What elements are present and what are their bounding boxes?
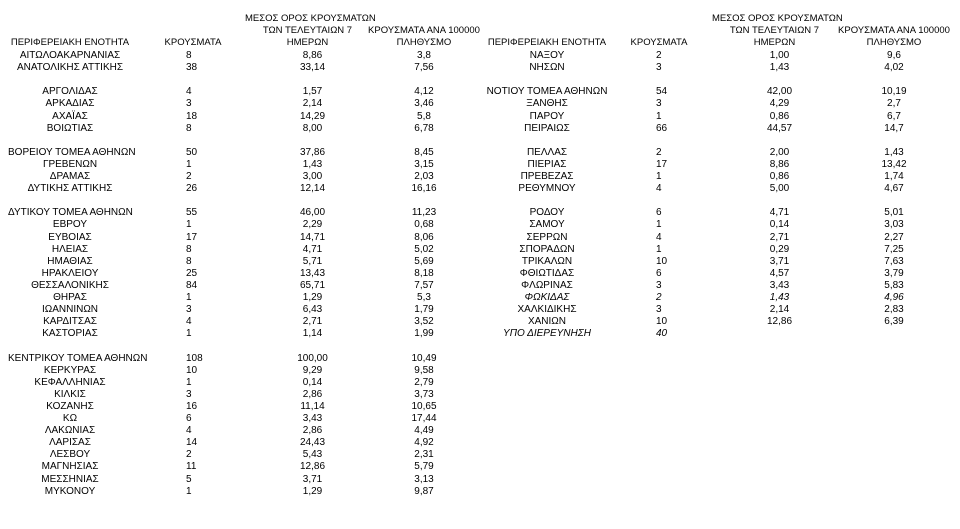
region-name: ΝΗΣΩΝ (529, 62, 565, 74)
per100k-value: 6,7 (887, 110, 901, 122)
region-name: ΒΟΙΩΤΙΑΣ (46, 122, 94, 134)
region-name: ΠΕΙΡΑΙΩΣ (524, 122, 570, 134)
avg-value: 1,43 (769, 292, 790, 303)
header-per100k-line1: ΚΡΟΥΣΜΑΤΑ ΑΝΑ 100000 (838, 25, 950, 36)
per100k-value: 1,74 (884, 171, 904, 182)
region-name: ΘΗΡΑΣ (53, 292, 87, 303)
avg-value: 4,29 (769, 98, 790, 110)
per100k-value: 9,58 (414, 364, 434, 376)
region-name: ΛΑΚΩΝΙΑΣ (44, 425, 96, 437)
per100k-value: 7,63 (884, 255, 904, 267)
region-name: ΞΑΝΘΗΣ (526, 98, 568, 110)
region-name: ΗΛΕΙΑΣ (51, 243, 89, 255)
cases-value: 1 (186, 219, 192, 231)
avg-value: 8,86 (302, 50, 323, 61)
cases-value: 3 (186, 304, 192, 316)
cases-value: 14 (186, 437, 198, 449)
per100k-value: 5,02 (414, 243, 434, 255)
per100k-value: 17,44 (411, 413, 437, 424)
cases-value: 1 (186, 376, 192, 388)
region-name: ΧΑΛΚΙΔΙΚΗΣ (517, 304, 577, 316)
cases-value: 50 (186, 146, 198, 158)
avg-value: 2,14 (769, 304, 790, 316)
region-name: ΑΧΑΪΑΣ (52, 110, 88, 122)
per100k-value: 8,45 (414, 146, 434, 158)
avg-value: 3,71 (769, 255, 790, 267)
avg-value: 3,43 (769, 279, 790, 291)
cases-value: 1 (186, 328, 192, 340)
region-name: ΗΜΑΘΙΑΣ (47, 255, 93, 267)
avg-value: 2,14 (302, 98, 323, 110)
per100k-value: 10,19 (881, 86, 907, 98)
avg-value: 5,00 (769, 183, 790, 195)
avg-value: 1,43 (302, 158, 323, 170)
cases-value: 8 (186, 255, 192, 267)
avg-value: 2,71 (302, 316, 323, 328)
region-name: ΥΠΟ ΔΙΕΡΕΥΝΗΣΗ (503, 328, 591, 340)
avg-value: 4,57 (769, 267, 790, 279)
region-name: ΤΡΙΚΑΛΩΝ (521, 255, 573, 267)
header-region-left (8, 37, 132, 49)
region-name: ΘΕΣΣΑΛΟΝΙΚΗΣ (31, 279, 109, 291)
header-cases-text: ΚΡΟΥΣΜΑΤΑ (164, 37, 222, 48)
cases-value: 66 (656, 122, 668, 134)
cases-value: 11 (186, 461, 197, 473)
per100k-value: 2,03 (414, 171, 434, 182)
avg-value: 3,71 (302, 473, 323, 485)
per100k-value: 5,83 (884, 279, 904, 291)
per100k-value: 4,96 (884, 292, 904, 303)
per100k-value: 0,68 (414, 219, 434, 231)
avg-value: 14,29 (299, 110, 326, 122)
avg-value: 8,00 (302, 122, 323, 134)
cases-value: 10 (656, 316, 668, 328)
avg-value: 1,43 (769, 62, 790, 74)
cases-value: 54 (656, 86, 668, 98)
avg-value: 14,71 (299, 231, 326, 243)
header-avg-line3: ΗΜΕΡΩΝ (753, 37, 796, 48)
per100k-value: 7,57 (414, 279, 434, 291)
per100k-value: 16,16 (411, 183, 437, 195)
per100k-value: 10,49 (411, 352, 437, 364)
header-per100k-left (364, 25, 484, 49)
avg-value: 37,86 (299, 146, 326, 158)
region-name: ΔΥΤΙΚΟΥ ΤΟΜΕΑ ΑΘΗΝΩΝ (8, 207, 133, 219)
region-name: ΑΙΤΩΛΟΑΚΑΡΝΑΝΙΑΣ (19, 50, 121, 61)
header-avg-left (245, 13, 376, 49)
header-avg-line1: ΜΕΣΟΣ ΟΡΟΣ ΚΡΟΥΣΜΑΤΩΝ (712, 13, 843, 24)
cases-value: 108 (186, 352, 203, 364)
avg-value: 12,14 (299, 183, 326, 195)
per100k-value: 9,87 (414, 485, 434, 497)
cases-value: 1 (656, 243, 662, 255)
cases-value: 6 (656, 207, 662, 219)
region-name: ΔΥΤΙΚΗΣ ΑΤΤΙΚΗΣ (27, 183, 113, 195)
cases-value: 2 (656, 50, 662, 61)
per100k-value: 9,6 (887, 50, 901, 61)
avg-value: 2,86 (302, 388, 323, 400)
per100k-value: 3,79 (884, 267, 904, 279)
avg-value: 1,57 (302, 86, 323, 98)
per100k-value: 3,46 (414, 98, 434, 110)
region-name: ΙΩΑΝΝΙΝΩΝ (41, 304, 99, 316)
avg-value: 65,71 (299, 279, 326, 291)
header-per100k-right (834, 25, 954, 49)
header-per100k-line2: ΠΛΗΘΥΣΜΟ (866, 37, 922, 48)
per100k-value: 8,18 (414, 267, 434, 279)
region-name: ΦΘΙΩΤΙΔΑΣ (519, 267, 575, 279)
cases-value: 1 (186, 292, 192, 303)
per100k-value: 2,31 (414, 449, 434, 461)
avg-value: 0,86 (769, 171, 790, 182)
avg-value: 0,14 (302, 376, 323, 388)
cases-value: 3 (656, 279, 662, 291)
region-name: ΝΟΤΙΟΥ ΤΟΜΕΑ ΑΘΗΝΩΝ (486, 86, 608, 98)
avg-value: 5,71 (302, 255, 323, 267)
avg-value: 4,71 (769, 207, 790, 219)
per100k-value: 3,03 (884, 219, 904, 231)
region-name: ΛΑΡΙΣΑΣ (49, 437, 91, 449)
per100k-value: 7,25 (884, 243, 904, 255)
avg-value: 24,43 (299, 437, 326, 449)
per100k-value: 3,8 (417, 50, 431, 61)
per100k-value: 4,12 (414, 86, 434, 98)
per100k-value: 4,02 (884, 62, 904, 74)
region-name: ΕΒΡΟΥ (52, 219, 88, 231)
cases-value: 3 (186, 388, 192, 400)
region-name: ΑΝΑΤΟΛΙΚΗΣ ΑΤΤΙΚΗΣ (16, 62, 124, 74)
header-avg-line2: ΤΩΝ ΤΕΛΕΥΤΑΙΩΝ 7 (729, 25, 820, 36)
region-name: ΚΕΦΑΛΛΗΝΙΑΣ (34, 376, 106, 388)
per100k-value: 6,39 (884, 316, 904, 328)
cases-value: 17 (656, 158, 668, 170)
region-name: ΛΕΣΒΟΥ (49, 449, 91, 461)
header-region-right (485, 37, 609, 49)
per100k-value: 4,67 (884, 183, 904, 195)
cases-value: 1 (656, 171, 662, 182)
cases-value: 1 (656, 219, 662, 231)
cases-value: 40 (656, 328, 668, 340)
region-name: ΚΩ (62, 413, 78, 424)
avg-value: 6,43 (302, 304, 323, 316)
avg-value: 5,43 (302, 449, 323, 461)
cases-value: 1 (656, 110, 662, 122)
region-name: ΗΡΑΚΛΕΙΟΥ (41, 267, 99, 279)
avg-value: 3,43 (302, 413, 323, 424)
per100k-value: 7,56 (414, 62, 434, 74)
region-name: ΜΑΓΝΗΣΙΑΣ (41, 461, 99, 473)
per100k-value: 2,7 (887, 98, 901, 110)
per100k-value: 2,83 (884, 304, 904, 316)
cases-value: 3 (656, 98, 662, 110)
cases-value: 18 (186, 110, 198, 122)
avg-value: 2,71 (769, 231, 790, 243)
avg-value: 9,29 (302, 364, 323, 376)
avg-value: 11,14 (300, 400, 325, 412)
cases-value: 1 (186, 485, 192, 497)
avg-value: 4,71 (302, 243, 323, 255)
header-region-text: ΠΕΡΙΦΕΡΕΙΑΚΗ ΕΝΟΤΗΤΑ (487, 37, 607, 48)
avg-value: 2,86 (302, 425, 323, 437)
cases-value: 2 (186, 171, 192, 182)
per100k-value: 4,49 (414, 425, 434, 437)
region-name: ΔΡΑΜΑΣ (49, 171, 91, 182)
region-name: ΑΡΓΟΛΙΔΑΣ (42, 86, 98, 98)
header-avg-right (712, 13, 843, 49)
per100k-value: 2,79 (414, 376, 434, 388)
cases-value: 8 (186, 50, 192, 61)
header-avg-line3: ΗΜΕΡΩΝ (286, 37, 329, 48)
per100k-value: 5,79 (414, 461, 434, 473)
region-name: ΣΠΟΡΑΔΩΝ (519, 243, 575, 255)
per100k-value: 2,27 (884, 231, 904, 243)
header-avg-line1: ΜΕΣΟΣ ΟΡΟΣ ΚΡΟΥΣΜΑΤΩΝ (245, 13, 376, 24)
region-name: ΠΕΛΛΑΣ (526, 146, 568, 158)
per100k-value: 1,43 (884, 146, 904, 158)
region-name: ΜΥΚΟΝΟΥ (44, 485, 96, 497)
avg-value: 3,00 (302, 171, 323, 182)
region-name: ΠΙΕΡΙΑΣ (527, 158, 567, 170)
header-cases-text: ΚΡΟΥΣΜΑΤΑ (630, 37, 688, 48)
region-name: ΣΑΜΟΥ (529, 219, 565, 231)
avg-value: 0,29 (769, 243, 790, 255)
avg-value: 2,29 (302, 219, 323, 231)
region-name: ΕΥΒΟΙΑΣ (48, 231, 92, 243)
per100k-value: 3,13 (414, 473, 434, 485)
cases-value: 10 (656, 255, 668, 267)
cases-value: 16 (186, 400, 198, 412)
per100k-value: 5,3 (417, 292, 431, 303)
region-name: ΚΑΣΤΟΡΙΑΣ (42, 328, 98, 340)
avg-value: 8,86 (769, 158, 790, 170)
per100k-value: 8,06 (414, 231, 434, 243)
cases-value: 3 (186, 98, 192, 110)
region-name: ΜΕΣΣΗΝΙΑΣ (41, 473, 99, 485)
avg-value: 0,86 (769, 110, 790, 122)
per100k-value: 5,8 (417, 110, 431, 122)
region-name: ΝΑΞΟΥ (529, 50, 565, 61)
per100k-value: 13,42 (881, 158, 907, 170)
avg-value: 33,14 (299, 62, 326, 74)
per100k-value: 4,92 (414, 437, 434, 449)
avg-value: 0,14 (769, 219, 790, 231)
header-per100k-line1: ΚΡΟΥΣΜΑΤΑ ΑΝΑ 100000 (368, 25, 480, 36)
header-cases-left (160, 37, 226, 49)
cases-value: 17 (186, 231, 198, 243)
cases-value: 2 (186, 449, 192, 461)
region-name: ΓΡΕΒΕΝΩΝ (42, 158, 98, 170)
cases-value: 4 (656, 231, 662, 243)
per100k-value: 14,7 (884, 122, 904, 134)
cases-value: 55 (186, 207, 198, 219)
cases-value: 3 (656, 304, 662, 316)
region-name: ΚΟΖΑΝΗΣ (46, 400, 94, 412)
avg-value: 2,00 (769, 146, 790, 158)
per100k-value: 11,23 (411, 207, 437, 219)
avg-value: 1,29 (302, 292, 323, 303)
cases-value: 5 (186, 473, 192, 485)
region-name: ΠΡΕΒΕΖΑΣ (520, 171, 574, 182)
per100k-value: 1,99 (414, 328, 434, 340)
per100k-value: 3,73 (414, 388, 434, 400)
avg-value: 1,29 (302, 485, 323, 497)
per100k-value: 3,15 (414, 158, 434, 170)
avg-value: 13,43 (299, 267, 326, 279)
cases-value: 84 (186, 279, 198, 291)
avg-value: 12,86 (299, 461, 326, 473)
cases-value: 4 (186, 86, 192, 98)
avg-value: 1,00 (769, 50, 790, 61)
region-name: ΦΩΚΙΔΑΣ (524, 292, 570, 303)
header-per100k-line2: ΠΛΗΘΥΣΜΟ (396, 37, 452, 48)
per100k-value: 5,01 (884, 207, 904, 219)
cases-value: 4 (656, 183, 662, 195)
region-name: ΠΑΡΟΥ (529, 110, 565, 122)
per100k-value: 5,69 (414, 255, 434, 267)
cases-value: 3 (656, 62, 662, 74)
region-name: ΧΑΝΙΩΝ (527, 316, 567, 328)
cases-value: 6 (186, 413, 192, 424)
region-name: ΡΟΔΟΥ (529, 207, 565, 219)
cases-value: 4 (186, 316, 192, 328)
avg-value: 46,00 (299, 207, 326, 219)
region-name: ΣΕΡΡΩΝ (526, 231, 568, 243)
cases-value: 4 (186, 425, 192, 437)
cases-value: 10 (186, 364, 198, 376)
cases-value: 38 (186, 62, 198, 74)
region-name: ΚΙΛΚΙΣ (54, 388, 86, 400)
cases-value: 8 (186, 243, 192, 255)
region-name: ΒΟΡΕΙΟΥ ΤΟΜΕΑ ΑΘΗΝΩΝ (8, 146, 136, 158)
cases-value: 1 (186, 158, 192, 170)
cases-value: 25 (186, 267, 198, 279)
avg-value: 12,86 (766, 316, 793, 328)
avg-value: 1,14 (302, 328, 323, 340)
region-name: ΑΡΚΑΔΙΑΣ (45, 98, 95, 110)
per100k-value: 3,52 (414, 316, 434, 328)
cases-value: 6 (656, 267, 662, 279)
region-name: ΦΛΩΡΙΝΑΣ (521, 279, 573, 291)
cases-value: 2 (656, 146, 662, 158)
cases-value: 8 (186, 122, 192, 134)
cases-value: 26 (186, 183, 198, 195)
avg-value: 100,00 (297, 352, 328, 364)
per100k-value: 6,78 (414, 122, 434, 134)
per100k-value: 10,65 (411, 400, 437, 412)
per100k-value: 1,79 (414, 304, 434, 316)
header-cases-right (626, 37, 692, 49)
avg-value: 42,00 (766, 86, 793, 98)
region-name: ΚΕΡΚΥΡΑΣ (43, 364, 97, 376)
header-region-text: ΠΕΡΙΦΕΡΕΙΑΚΗ ΕΝΟΤΗΤΑ (10, 37, 130, 48)
region-name: ΚΕΝΤΡΙΚΟΥ ΤΟΜΕΑ ΑΘΗΝΩΝ (8, 352, 148, 364)
region-name: ΚΑΡΔΙΤΣΑΣ (43, 316, 97, 328)
header-avg-line2: ΤΩΝ ΤΕΛΕΥΤΑΙΩΝ 7 (262, 25, 353, 36)
cases-value: 2 (656, 292, 662, 303)
region-name: ΡΕΘΥΜΝΟΥ (518, 183, 576, 195)
avg-value: 44,57 (766, 122, 793, 134)
